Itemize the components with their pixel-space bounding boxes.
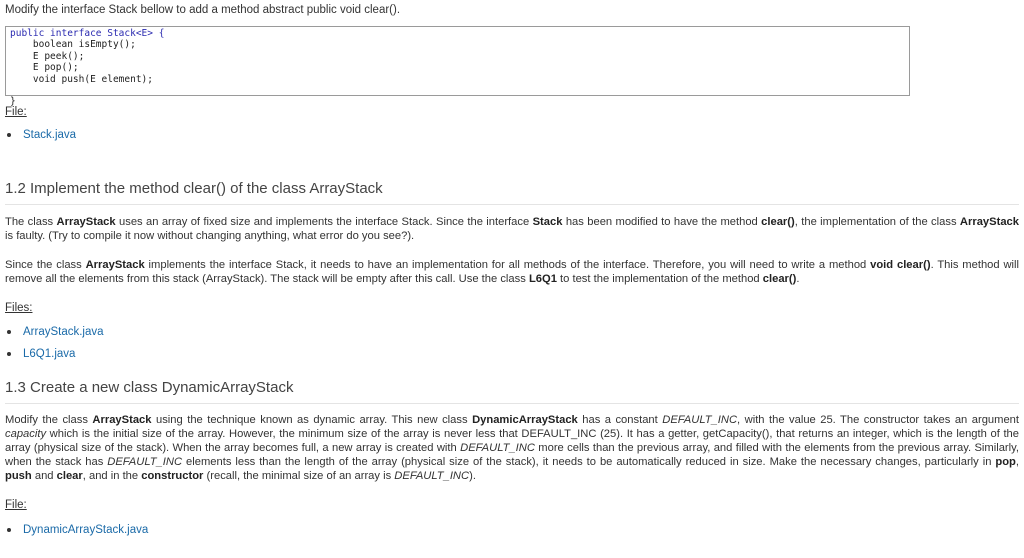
paragraph: Since the class ArrayStack implements the interface Stack, it needs to have an implementation for all methods of the interface. Therefore, you will need to write a method void clear(). This method will remove all the elements from this stack (ArrayStack). The stack will be empty after this call. Use the class L6Q1 to test the implementation of the method clear(). [5,259,1020,285]
code-line: public interface Stack<E> { [10,28,165,39]
file-list [5,127,1019,143]
file-link-stack[interactable]: Stack.java [23,129,77,141]
file-label: File: [5,499,27,511]
code-line: } [10,96,16,108]
intro-text: Modify the interface Stack bellow to add a method abstract public void clear(). [5,4,401,16]
code-line: E peek(); [10,50,85,62]
file-link-l6q1[interactable]: L6Q1.java [23,348,76,360]
list-item [5,522,1019,538]
paragraph: The class ArrayStack uses an array of fixed size and implements the interface Stack. Since the interface Stack has been modified to have the method clear(), the implementation of the class ArrayStack is faulty. (Try to compile it now without changing anything, what error do you see?). [5,216,1020,242]
files-label: Files: [5,302,33,314]
list-item [5,127,1019,143]
file-link-dynamicarraystack[interactable]: DynamicArrayStack.java [23,524,149,536]
list-item [5,346,1019,362]
section-heading: 1.3 Create a new class DynamicArrayStack [5,378,1019,404]
code-line: void push(E element); [10,73,153,85]
section-implement-clear [5,179,1019,362]
file-link-arraystack[interactable]: ArrayStack.java [23,326,104,338]
document-page [5,0,1019,538]
paragraph: Modify the class ArrayStack using the technique known as dynamic array. This new class DynamicArrayStack has a constant DEFAULT_INC, with the value 25. The constructor takes an argument capacity which is the initial size of the array. However, the minimum size of the array is never less that DEFAULT_INC (25). It has a getter, getCapacity(), that returns an integer, which is the length of the array (physical size of the stack). When the array becomes full, a new array is created with DEFAULT_INC more cells than the previous array, and filled with the elements from the previous array. Similarly, when the stack has DEFAULT_INC elements less than the length of the array (physical size of the stack), it needs to be automatically reduced in size. Make the necessary changes, particularly in pop, push and clear, and in the constructor (recall, the minimal size of an array is DEFAULT_INC). [5,414,1020,482]
file-label: File: [5,106,27,118]
code-line: boolean isEmpty(); [10,39,136,51]
list-item [5,324,1019,340]
file-list [5,522,1019,538]
code-block [5,26,910,108]
code-line: E pop(); [10,62,79,74]
section-heading: 1.2 Implement the method clear() of the class ArrayStack [5,179,1019,205]
file-list [5,324,1019,362]
section-dynamic-array-stack [5,378,1019,538]
